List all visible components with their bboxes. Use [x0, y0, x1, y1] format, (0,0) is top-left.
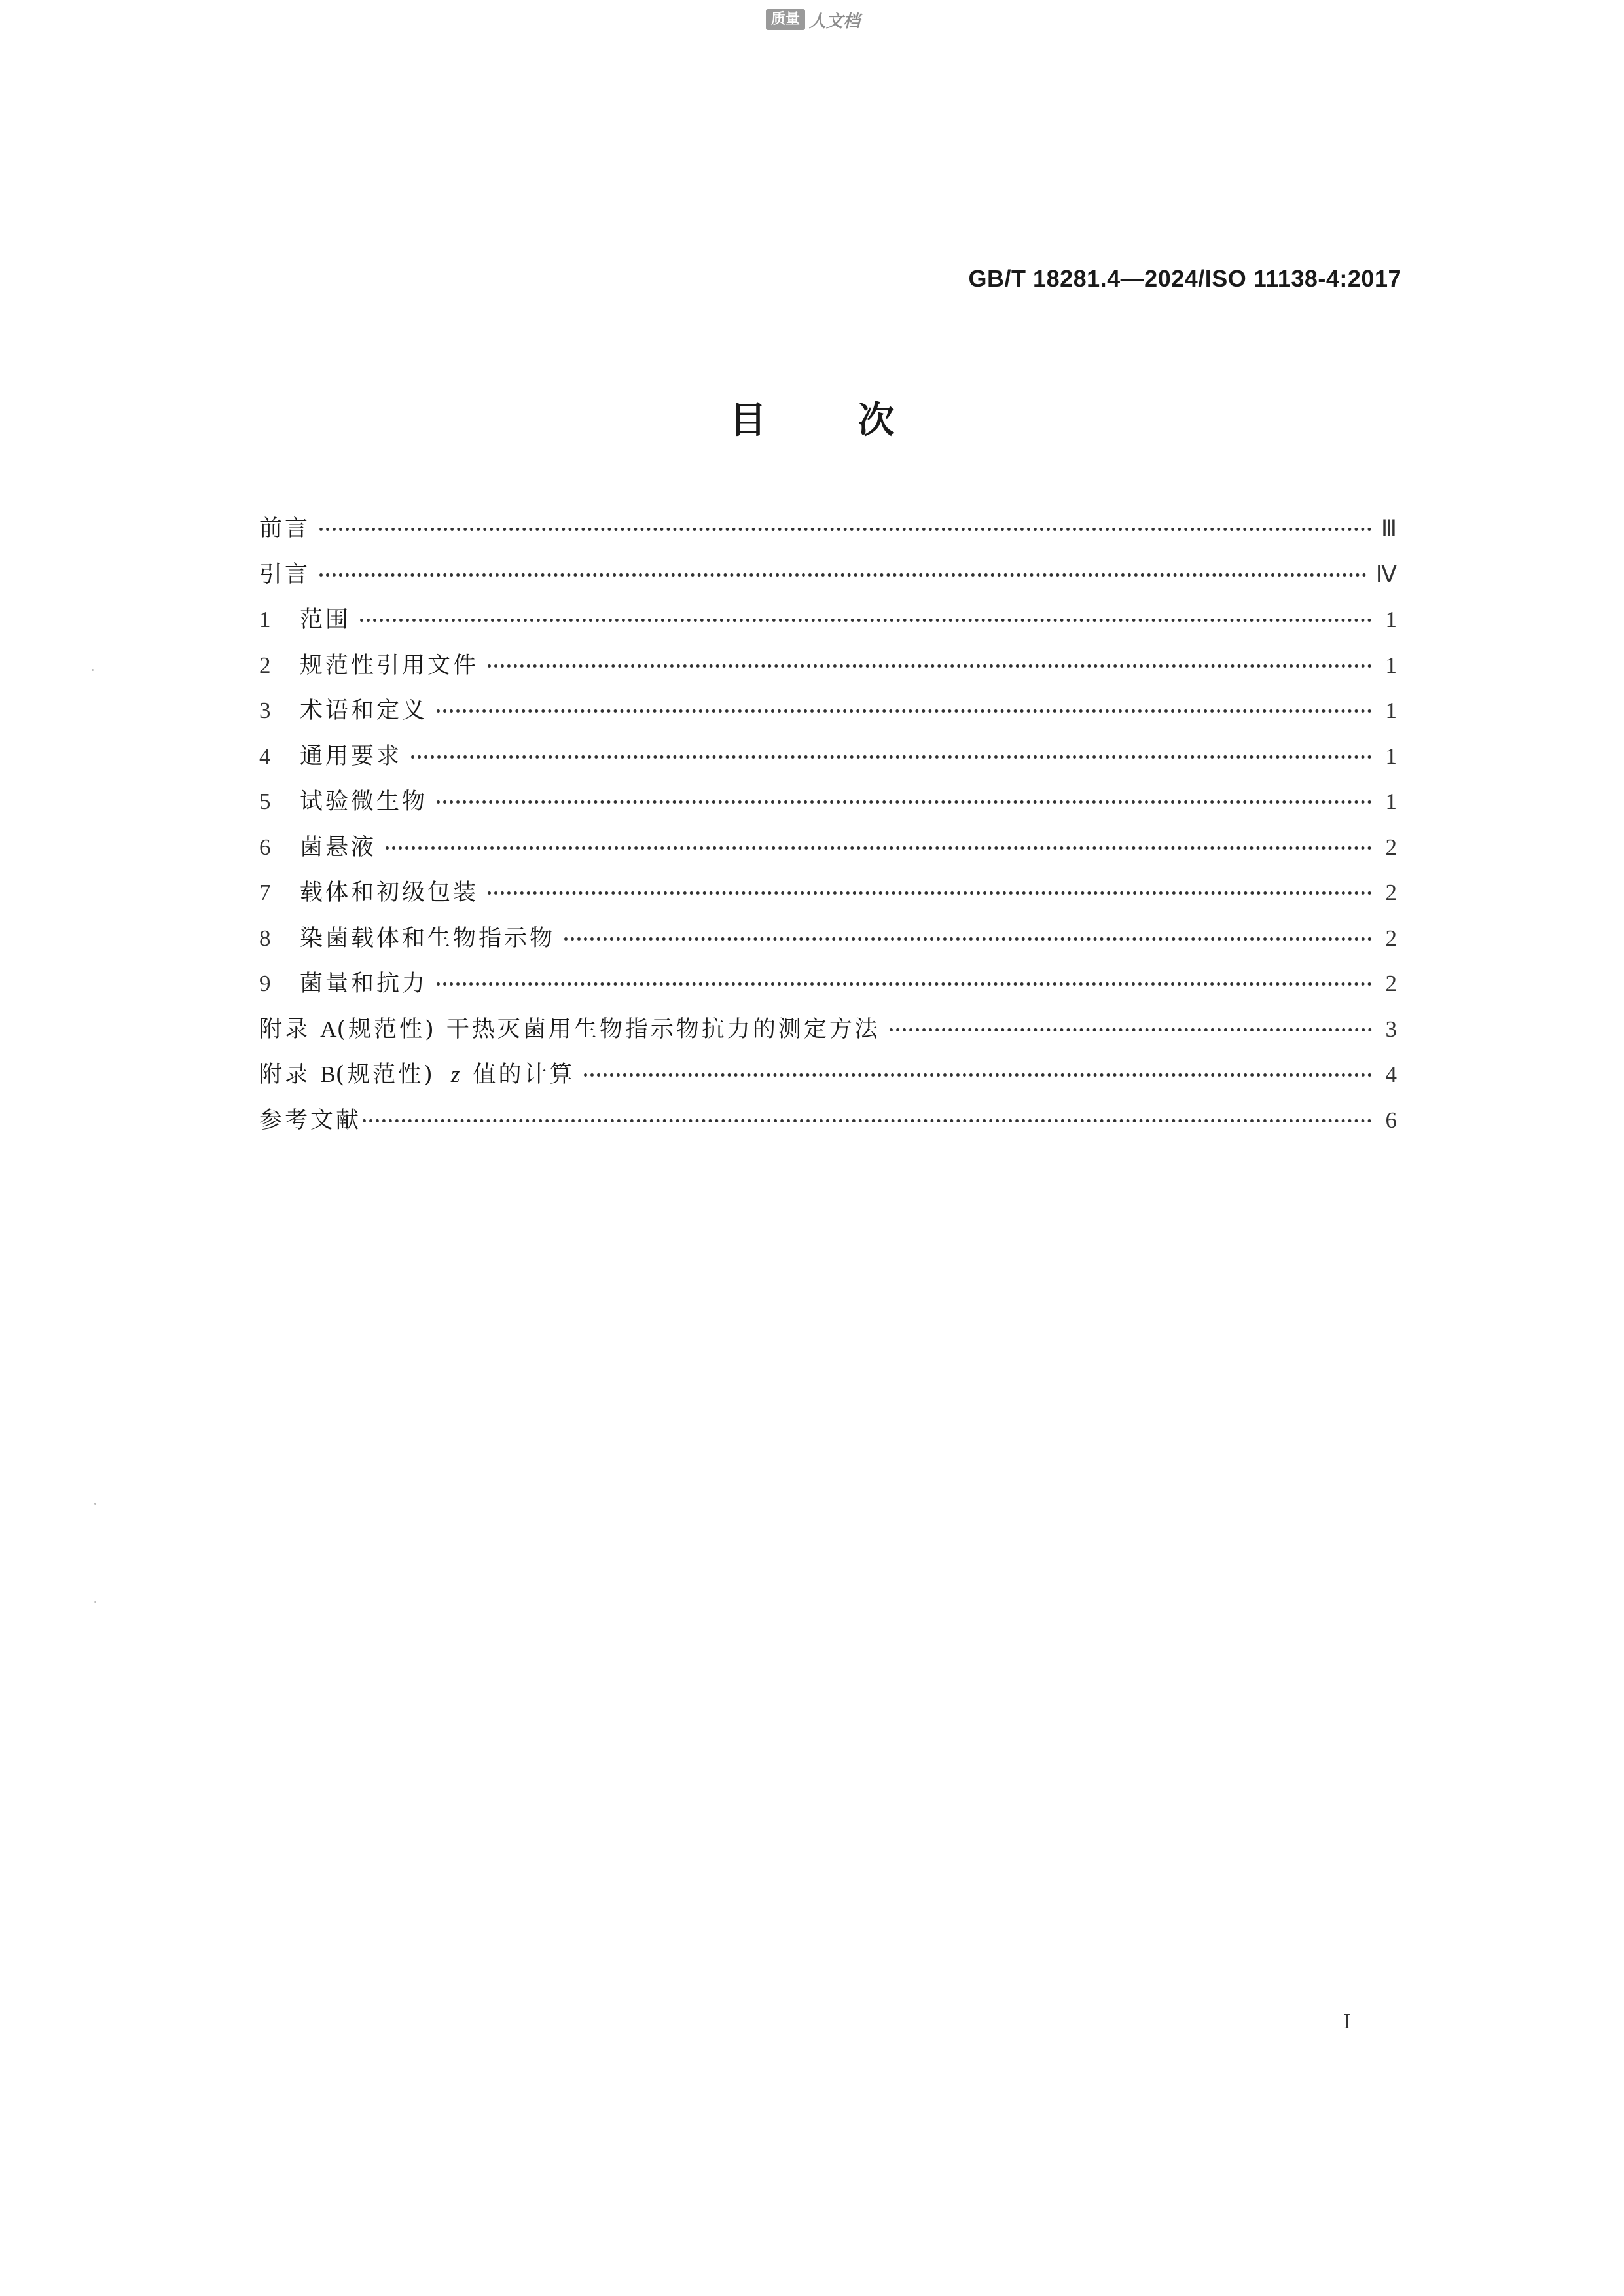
- toc-label: 术语和定义: [300, 698, 428, 724]
- toc-label: [259, 1011, 880, 1044]
- toc-section-number: 4: [259, 743, 271, 769]
- toc-page-number: 1: [1385, 743, 1397, 769]
- annex-prefix: 附录: [259, 1062, 311, 1088]
- toc-entry-annex-a[interactable]: [259, 1011, 1397, 1057]
- toc-section-number: 9: [259, 971, 271, 996]
- annex-type: (规范性): [335, 1062, 435, 1088]
- toc-leader-dots: [386, 846, 1372, 850]
- toc-section-number: 8: [259, 925, 271, 951]
- toc-entry-terms-definitions[interactable]: [259, 692, 1397, 738]
- toc-leader-dots: [564, 937, 1372, 941]
- annex-prefix: 附录: [259, 1016, 311, 1043]
- scan-speck: [94, 1601, 96, 1603]
- toc-leader-dots: [437, 982, 1372, 986]
- toc-section-number: 1: [259, 607, 271, 632]
- toc-leader-dots: [319, 528, 1372, 531]
- toc-label: 规范性引用文件: [300, 652, 479, 679]
- toc-label: 试验微生物: [300, 789, 428, 815]
- watermark-text: 人文档: [809, 11, 861, 31]
- toc-leader-dots: [411, 755, 1372, 759]
- toc-leader-dots: [437, 800, 1372, 804]
- toc-page-number: Ⅲ: [1380, 516, 1397, 541]
- toc-page-number: 1: [1385, 652, 1397, 678]
- toc-section-number: 6: [259, 834, 271, 860]
- toc-page-number: 1: [1385, 607, 1397, 632]
- toc-label: 范围: [300, 607, 352, 633]
- toc-page-number: 2: [1385, 834, 1397, 860]
- annex-letter: B: [320, 1062, 336, 1087]
- toc-entry-bibliography[interactable]: [259, 1102, 1397, 1148]
- toc-entry-normative-references[interactable]: [259, 647, 1397, 693]
- watermark-logo: [766, 8, 860, 31]
- toc-entry-introduction[interactable]: [259, 556, 1397, 602]
- scan-speck: [92, 669, 94, 671]
- toc-label: 菌量和抗力: [300, 971, 428, 997]
- toc-leader-dots: [488, 891, 1372, 895]
- page-title: 目次: [729, 399, 986, 442]
- toc-entry-population-resistance[interactable]: [259, 965, 1397, 1011]
- toc-page-number: 3: [1385, 1016, 1397, 1042]
- toc-page-number: Ⅳ: [1375, 561, 1397, 587]
- toc-page-number: 1: [1385, 789, 1397, 814]
- page-number: I: [1343, 2009, 1351, 2034]
- toc-entry-suspension[interactable]: [259, 829, 1397, 875]
- annex-title: (规范性) 干热灭菌用生物指示物抗力的测定方法: [336, 1016, 880, 1043]
- toc-page-number: 6: [1385, 1107, 1397, 1133]
- toc-label: [259, 1056, 575, 1089]
- toc-section-number: 5: [259, 789, 271, 814]
- toc-entry-scope[interactable]: [259, 601, 1397, 647]
- toc-entry-foreword[interactable]: [259, 511, 1397, 556]
- toc-page-number: 2: [1385, 971, 1397, 996]
- toc-page-number: 1: [1385, 698, 1397, 723]
- toc-entry-carrier-packaging[interactable]: [259, 874, 1397, 920]
- toc-label: 染菌载体和生物指示物: [300, 925, 556, 952]
- toc-leader-dots: [437, 709, 1372, 713]
- toc-page-number: 4: [1385, 1062, 1397, 1087]
- toc-label: 载体和初级包装: [300, 880, 479, 906]
- toc-page-number: 2: [1385, 925, 1397, 951]
- toc-label: 前言: [259, 516, 311, 542]
- toc-entry-inoculated-carriers[interactable]: [259, 920, 1397, 966]
- toc-section-number: 3: [259, 698, 271, 723]
- table-of-contents: [259, 511, 1397, 1147]
- toc-leader-dots: [584, 1073, 1372, 1077]
- toc-label: 引言: [259, 561, 311, 588]
- toc-page-number: 2: [1385, 880, 1397, 905]
- toc-leader-dots: [890, 1028, 1372, 1031]
- toc-entry-annex-b[interactable]: [259, 1056, 1397, 1102]
- toc-leader-dots: [319, 573, 1367, 577]
- toc-section-number: 2: [259, 652, 271, 678]
- toc-label: 参考文献: [259, 1107, 362, 1134]
- toc-section-number: 7: [259, 880, 271, 905]
- annex-variable: z: [450, 1062, 460, 1087]
- toc-leader-dots: [363, 1119, 1372, 1122]
- toc-entry-general-requirements[interactable]: [259, 738, 1397, 784]
- scan-speck: [94, 1503, 96, 1505]
- toc-leader-dots: [488, 664, 1372, 668]
- toc-label: 菌悬液: [300, 834, 377, 861]
- toc-leader-dots: [360, 619, 1372, 622]
- toc-entry-test-organism[interactable]: [259, 783, 1397, 829]
- annex-letter: A: [320, 1016, 337, 1042]
- standard-code: GB/T 18281.4—2024/ISO 11138-4:2017: [968, 265, 1401, 292]
- watermark-box: 质量: [766, 9, 805, 30]
- annex-title: 值的计算: [473, 1062, 575, 1088]
- toc-label: 通用要求: [300, 743, 403, 770]
